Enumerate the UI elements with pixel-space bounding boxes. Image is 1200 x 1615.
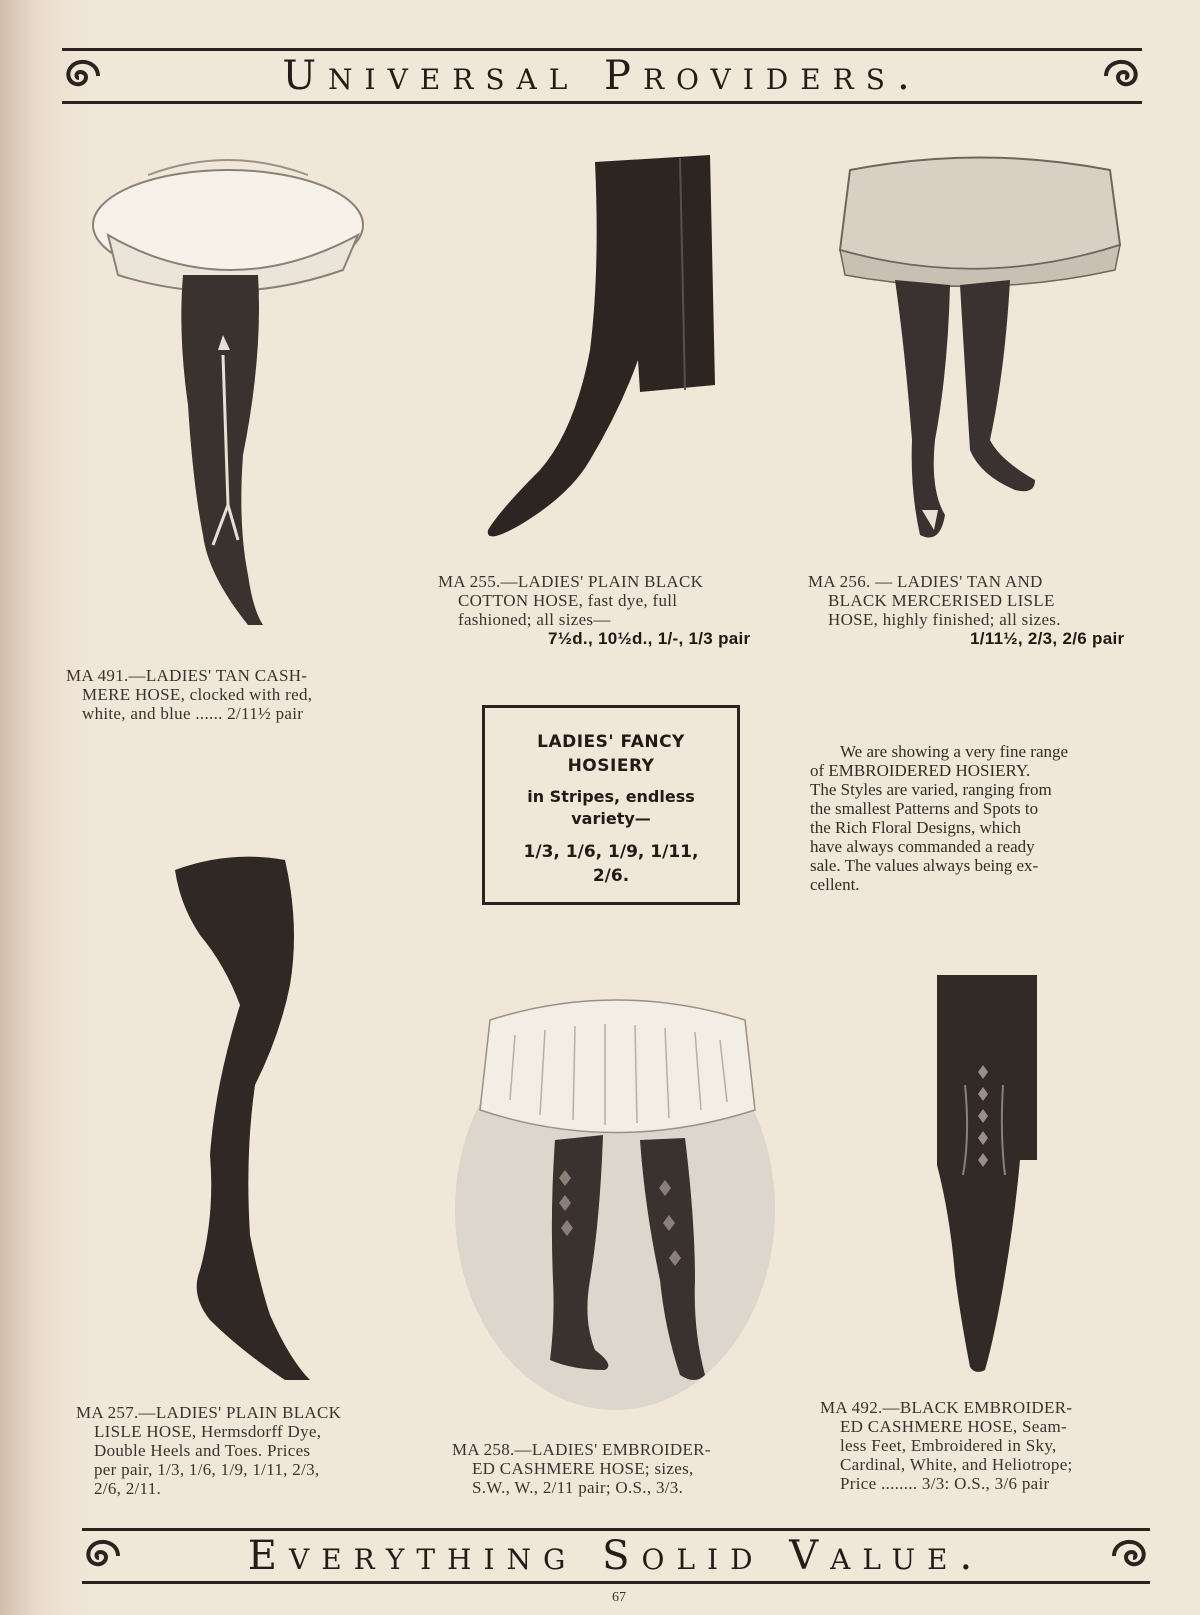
footer-title: Everything Solid Value. bbox=[247, 1533, 985, 1579]
ma256-hose-illustration bbox=[830, 150, 1130, 550]
scroll-ornament-icon bbox=[1110, 1534, 1154, 1578]
scroll-ornament-icon bbox=[58, 54, 102, 98]
scroll-ornament-icon bbox=[78, 1534, 122, 1578]
ma257-hose-illustration bbox=[170, 855, 320, 1395]
scroll-ornament-icon bbox=[1102, 54, 1146, 98]
embroidered-hosiery-note: We are showing a very fine range of EMBROIDERED HOSIERY. The Styles are varied, ranging from the smallest Patterns and Spots to the Rich Floral Designs, which have always commanded a ready sale. The values always being ex- cellent. bbox=[810, 742, 1069, 894]
header-banner bbox=[62, 48, 1142, 104]
fancy-hosiery-box: LADIES' FANCY HOSIERY in Stripes, endless variety— 1/3, 1/6, 1/9, 1/11, 2/6. bbox=[482, 705, 740, 905]
ma255-caption: MA 255.—LADIES' PLAIN BLACK COTTON HOSE, fast dye, full fashioned; all sizes— 7½d., 10½d., 1/-, 1/3 pair bbox=[438, 572, 751, 648]
ma492-caption: MA 492.—BLACK EMBROIDER- ED CASHMERE HOSE, Seam- less Feet, Embroidered in Sky, Cardinal, White, and Heliotrope; Price ........ 3/3: O.S., 3/6 pair bbox=[820, 1398, 1073, 1493]
ma255-hose-illustration bbox=[480, 150, 730, 550]
footer-banner bbox=[82, 1528, 1150, 1584]
ma258-hose-illustration bbox=[455, 980, 775, 1410]
ma492-hose-illustration bbox=[935, 975, 1045, 1375]
ma258-caption: MA 258.—LADIES' EMBROIDER- ED CASHMERE HOSE; sizes, S.W., W., 2/11 pair; O.S., 3/3. bbox=[452, 1440, 711, 1497]
ma257-caption: MA 257.—LADIES' PLAIN BLACK LISLE HOSE, Hermsdorff Dye, Double Heels and Toes. Prices per pair, 1/3, 1/6, 1/9, 1/11, 2/3, 2/6, 2/11. bbox=[76, 1403, 342, 1498]
ma491-caption: MA 491.—LADIES' TAN CASH- MERE HOSE, clocked with red, white, and blue ...... 2/11½ pair bbox=[66, 666, 313, 723]
ma491-hose-illustration bbox=[88, 155, 378, 645]
page-title: Universal Providers. bbox=[282, 53, 922, 99]
ma256-caption: MA 256. — LADIES' TAN AND BLACK MERCERISED LISLE HOSE, highly finished; all sizes. 1/11½, 2/3, 2/6 pair bbox=[808, 572, 1125, 648]
page-number: 67 bbox=[612, 1590, 626, 1605]
